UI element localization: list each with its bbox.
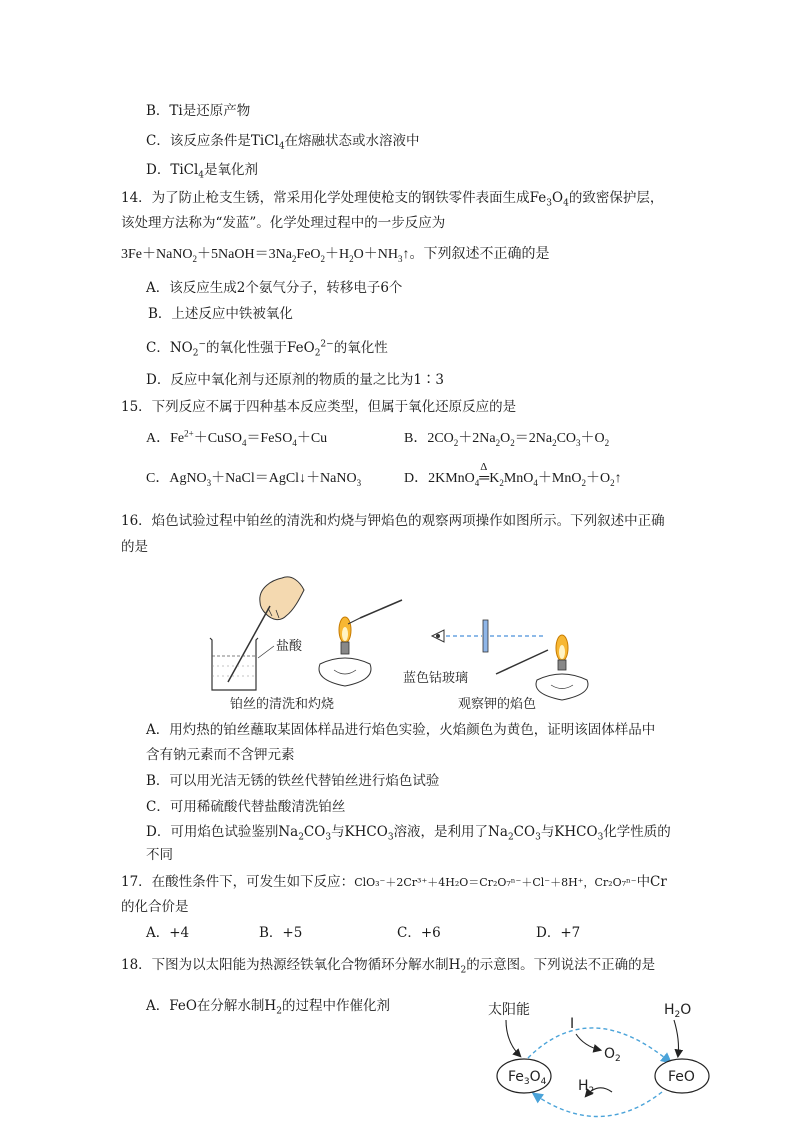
q17-stem-line1: 17．在酸性条件下，可发生如下反应：ClO₃⁻＋2Cr³⁺＋4H₂O＝Cr₂O₇ⁿ⁻＋Cl⁻＋8H⁺，Cr₂O₇ⁿ⁻中Cr: [121, 874, 667, 890]
diagram-label-o2: $O_2$: [604, 1046, 621, 1064]
figure-caption-right: 观察钾的焰色: [458, 697, 537, 712]
q13-option-d: D．TiCl$_4$是氧化剂: [146, 162, 259, 181]
q14-option-b: B．上述反应中铁被氧化: [148, 306, 293, 322]
diagram-label-h2o: $H_2O$: [664, 1002, 692, 1020]
q16-stem-line2: 的是: [121, 539, 148, 555]
q14-stem-line2: 该处理方法称为“发蓝”。化学处理过程中的一步反应为: [121, 215, 446, 231]
iron-oxide-cycle-diagram: [480, 990, 720, 1123]
q15-option-a: A．$Fe^{2+}+CuSO_4=FeSO_4+Cu$: [146, 428, 328, 448]
cycle-arrow-bottom: [534, 1092, 662, 1117]
q16-option-d-line1: D．可用焰色试验鉴别$Na_2CO_3$与$KHCO_3$溶液，是利用了$Na_2CO_3$与$KHCO_3$化学性质的: [146, 824, 671, 843]
q15-stem: 15．下列反应不属于四种基本反应类型，但属于氧化还原反应的是: [121, 399, 517, 415]
q17-option-d: D．+7: [536, 925, 581, 941]
q16-stem-line1: 16．焰色试验过程中铂丝的清洗和灼烧与钾焰色的观察两项操作如图所示。下列叙述中正确: [121, 513, 665, 529]
alcohol-lamp-icon: [319, 658, 371, 686]
q18-option-a: A．FeO在分解水制$H_2$的过程中作催化剂: [146, 998, 390, 1017]
diagram-label-solar: 太阳能: [488, 1002, 530, 1018]
q15-option-c: C．AgNO$_3$＋NaCl＝AgCl↓＋NaNO$_3$: [146, 471, 362, 488]
flame-test-figure: [200, 570, 620, 715]
q17-stem-line2: 的化合价是: [121, 899, 189, 915]
q16-option-a-line1: A．用灼热的铂丝蘸取某固体样品进行焰色实验，火焰颜色为黄色，证明该固体样品中: [146, 722, 656, 738]
q14-equation: $3Fe+NaNO_2+5NaOH=3Na_2FeO_2+H_2O+NH_3↑$。下列叙述不正确的是: [121, 247, 550, 264]
platinum-wire-icon: [228, 606, 270, 682]
q17-option-c: C．+6: [397, 925, 441, 941]
q16-option-a-line2: 含有钠元素而不含钾元素: [146, 747, 295, 763]
q14-option-d: D．反应中氧化剂与还原剂的物质的量之比为1∶3: [146, 372, 445, 388]
diagram-label-h2: $H_2$: [578, 1078, 595, 1096]
q15-option-b: B．$2CO_2+2Na_2O_2=2Na_2CO_3+O_2$: [404, 431, 610, 448]
cycle-arrow-top: [528, 1028, 670, 1062]
figure-label-cobalt-glass: 蓝色钴玻璃: [403, 671, 469, 686]
figure-label-acid: 盐酸: [276, 639, 303, 654]
beaker-icon: [210, 638, 258, 690]
node-feo-label: FeO: [668, 1069, 695, 1085]
node-fe3o4-label: $Fe_3O_4$: [508, 1069, 547, 1087]
q14-stem-line1: 14．为了防止枪支生锈，常采用化学处理使枪支的钢铁零件表面生成$Fe_3O_4$的致密保护层，: [121, 190, 664, 209]
q15-option-d: D．2KMnO$_4$ Δ $═K_2MnO_4+MnO_2+O_2↑$: [404, 461, 622, 488]
q14-option-c: C．$NO_2^-$的氧化性强于FeO$_2^{2-}$的氧化性: [146, 339, 388, 359]
cobalt-glass-icon: [483, 620, 488, 652]
q16-option-b: B．可以用光洁无锈的铁丝代替铂丝进行焰色试验: [146, 773, 440, 789]
q16-option-d-line2: 不同: [146, 847, 173, 863]
q18-stem: 18．下图为以太阳能为热源经铁氧化合物循环分解水制$H_2$的示意图。下列说法不正确的是: [121, 957, 656, 976]
q17-option-a: A．+4: [146, 925, 190, 941]
q13-option-c: C．该反应条件是TiCl$_4$在熔融状态或水溶液中: [146, 133, 420, 152]
q13-option-b: B．Ti是还原产物: [146, 103, 251, 119]
node-fe3o4: [497, 1059, 551, 1093]
diagram-label-step1: I: [570, 1016, 575, 1032]
q17-option-b: B．+5: [259, 925, 303, 941]
q16-option-c: C．可用稀硫酸代替盐酸清洗铂丝: [146, 799, 346, 815]
q17-equation: ClO₃⁻＋2Cr³⁺＋4H₂O＝Cr₂O₇ⁿ⁻＋Cl⁻＋8H⁺，Cr₂O₇ⁿ⁻: [354, 876, 637, 889]
q14-option-a: A．该反应生成2个氨气分子，转移电子6个: [146, 280, 403, 296]
figure-caption-left: 铂丝的清洗和灼烧: [230, 697, 335, 712]
